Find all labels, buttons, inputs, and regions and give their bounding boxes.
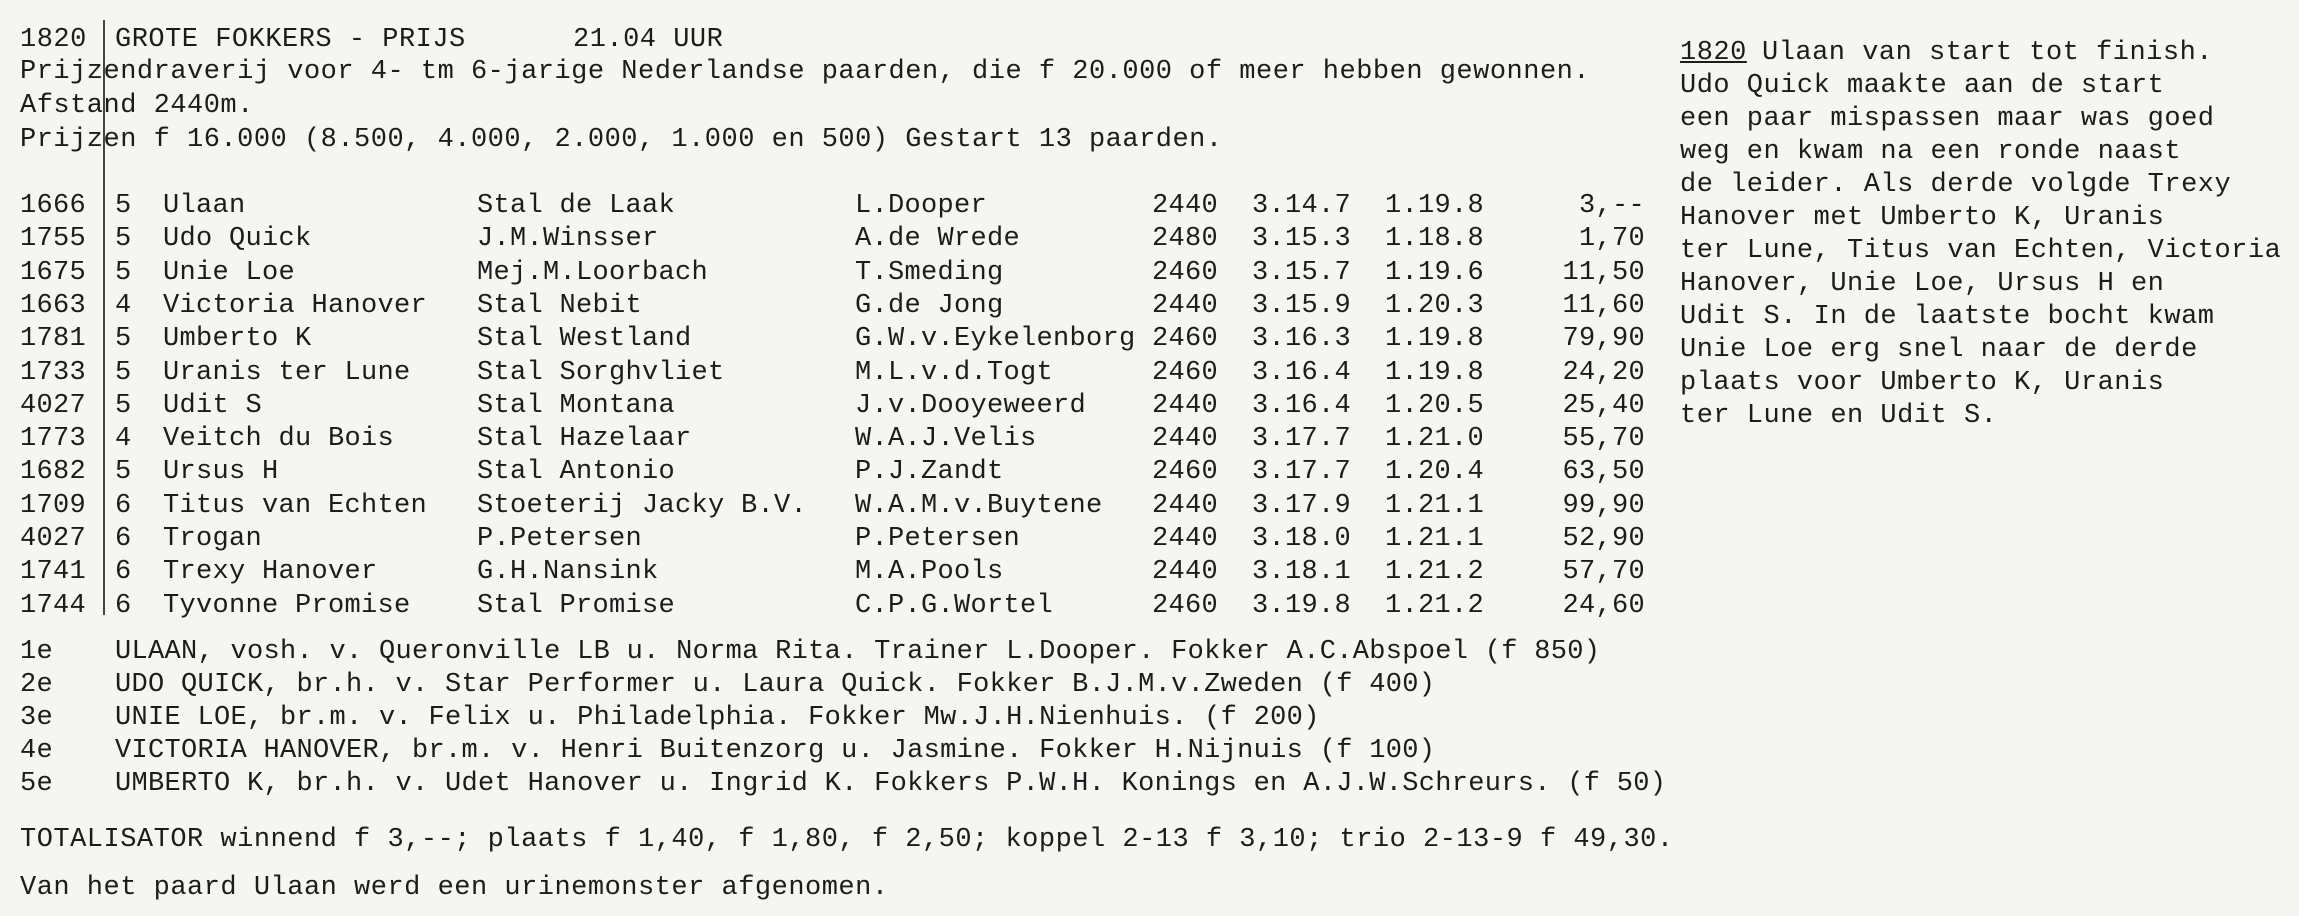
- placing-text: UMBERTO K, br.h. v. Udet Hanover u. Ingrid K. Fokkers P.W.H. Konings en A.J.W.Schreurs. (f 50): [115, 769, 1667, 799]
- result-number: 1682: [20, 457, 87, 488]
- result-age: 6: [115, 524, 132, 554]
- result-odds: 11,50: [1562, 257, 1645, 288]
- placing-text: ULAAN, vosh. v. Queronville LB u. Norma Rita. Trainer L.Dooper. Fokker A.C.Abspoel (f 850): [115, 637, 1601, 667]
- result-owner: Stal Sorghvliet: [477, 357, 725, 388]
- result-age: 6: [115, 590, 132, 621]
- result-time: 3.15.3: [1252, 224, 1352, 255]
- result-horse: Trogan: [163, 524, 263, 554]
- result-driver: M.A.Pools: [855, 557, 1004, 588]
- result-horse: Trexy Hanover: [163, 557, 378, 588]
- result-km-time: 1.19.8: [1385, 324, 1485, 355]
- report-line: de leider. Als derde volgde Trexy: [1680, 170, 2232, 200]
- result-driver: P.Petersen: [855, 524, 1021, 554]
- result-age: 6: [115, 557, 132, 588]
- report-line: ter Lune en Udit S.: [1680, 401, 1998, 431]
- result-time: 3.16.4: [1252, 390, 1352, 421]
- result-age: 4: [115, 290, 132, 321]
- result-distance: 2440: [1152, 191, 1219, 221]
- result-driver: J.v.Dooyeweerd: [855, 390, 1087, 421]
- result-distance: 2440: [1152, 524, 1219, 554]
- result-km-time: 1.21.2: [1385, 590, 1485, 621]
- race-distance: Afstand 2440m.: [20, 91, 254, 121]
- result-owner: Stal de Laak: [477, 191, 676, 221]
- result-distance: 2460: [1152, 590, 1219, 621]
- result-time: 3.17.9: [1252, 490, 1352, 521]
- result-driver: L.Dooper: [855, 191, 988, 221]
- result-number: 4027: [20, 390, 87, 421]
- result-age: 5: [115, 390, 132, 421]
- report-line: weg en kwam na een ronde naast: [1680, 137, 2182, 167]
- result-horse: Unie Loe: [163, 257, 296, 288]
- race-description: Prijzendraverij voor 4- tm 6-jarige Nederlandse paarden, die f 20.000 of meer hebben gewonnen.: [20, 57, 1591, 87]
- result-number: 1709: [20, 490, 87, 521]
- result-age: 4: [115, 424, 132, 455]
- result-horse: Udo Quick: [163, 224, 312, 255]
- result-owner: J.M.Winsser: [477, 224, 659, 255]
- result-time: 3.18.1: [1252, 557, 1352, 588]
- result-driver: W.A.M.v.Buytene: [855, 490, 1103, 521]
- report-line: Ulaan van start tot finish.: [1762, 38, 2213, 68]
- race-number: 1820: [20, 25, 87, 55]
- result-horse: Udit S: [163, 390, 263, 421]
- result-time: 3.17.7: [1252, 424, 1352, 455]
- report-line: een paar mispassen maar was goed: [1680, 104, 2215, 134]
- report-line: Hanover met Umberto K, Uranis: [1680, 203, 2165, 233]
- result-time: 3.16.4: [1252, 357, 1352, 388]
- result-km-time: 1.20.5: [1385, 390, 1485, 421]
- result-horse: Veitch du Bois: [163, 424, 395, 455]
- result-number: 4027: [20, 524, 87, 554]
- result-km-time: 1.20.4: [1385, 457, 1485, 488]
- result-number: 1781: [20, 324, 87, 355]
- report-line: Udo Quick maakte aan de start: [1680, 71, 2165, 101]
- result-time: 3.15.7: [1252, 257, 1352, 288]
- result-km-time: 1.19.8: [1385, 357, 1485, 388]
- placing-text: UDO QUICK, br.h. v. Star Performer u. Laura Quick. Fokker B.J.M.v.Zweden (f 400): [115, 670, 1436, 700]
- result-odds: 63,50: [1562, 457, 1645, 488]
- result-age: 5: [115, 457, 132, 488]
- result-odds: 25,40: [1562, 390, 1645, 421]
- result-odds: 57,70: [1562, 557, 1645, 588]
- placing-position: 4e: [20, 736, 54, 766]
- result-odds: 3,--: [1578, 191, 1645, 221]
- result-time: 3.19.8: [1252, 590, 1352, 621]
- result-distance: 2460: [1152, 257, 1219, 288]
- result-km-time: 1.21.1: [1385, 524, 1485, 554]
- report-line: ter Lune, Titus van Echten, Victoria: [1680, 236, 2282, 266]
- race-prizes: Prijzen f 16.000 (8.500, 4.000, 2.000, 1.000 en 500) Gestart 13 paarden.: [20, 125, 1223, 155]
- result-km-time: 1.20.3: [1385, 290, 1485, 321]
- result-odds: 24,20: [1562, 357, 1645, 388]
- result-distance: 2440: [1152, 424, 1219, 455]
- result-owner: Stal Nebit: [477, 290, 643, 321]
- result-driver: G.W.v.Eykelenborg: [855, 324, 1136, 355]
- result-odds: 52,90: [1562, 524, 1645, 554]
- result-number: 1733: [20, 357, 87, 388]
- result-owner: Stal Westland: [477, 324, 692, 355]
- result-km-time: 1.19.6: [1385, 257, 1485, 288]
- placing-position: 3e: [20, 703, 54, 733]
- result-time: 3.16.3: [1252, 324, 1352, 355]
- result-odds: 24,60: [1562, 590, 1645, 621]
- result-owner: P.Petersen: [477, 524, 643, 554]
- report-line: Unie Loe erg snel naar de derde: [1680, 335, 2198, 365]
- result-odds: 11,60: [1562, 290, 1645, 321]
- result-number: 1741: [20, 557, 87, 588]
- result-km-time: 1.21.2: [1385, 557, 1485, 588]
- report-line: Udit S. In de laatste bocht kwam: [1680, 302, 2215, 332]
- result-age: 5: [115, 224, 132, 255]
- result-driver: G.de Jong: [855, 290, 1004, 321]
- result-number: 1663: [20, 290, 87, 321]
- result-age: 5: [115, 191, 132, 221]
- result-horse: Tyvonne Promise: [163, 590, 411, 621]
- result-horse: Ulaan: [163, 191, 246, 221]
- result-driver: W.A.J.Velis: [855, 424, 1037, 455]
- placing-position: 5e: [20, 769, 54, 799]
- result-distance: 2440: [1152, 557, 1219, 588]
- result-distance: 2460: [1152, 457, 1219, 488]
- result-distance: 2460: [1152, 357, 1219, 388]
- result-owner: Stal Promise: [477, 590, 676, 621]
- result-horse: Umberto K: [163, 324, 312, 355]
- result-owner: Stal Montana: [477, 390, 676, 421]
- result-km-time: 1.18.8: [1385, 224, 1485, 255]
- result-number: 1675: [20, 257, 87, 288]
- race-title: GROTE FOKKERS - PRIJS: [115, 25, 466, 55]
- result-age: 5: [115, 357, 132, 388]
- result-distance: 2440: [1152, 290, 1219, 321]
- report-line: plaats voor Umberto K, Uranis: [1680, 368, 2165, 398]
- result-horse: Uranis ter Lune: [163, 357, 411, 388]
- result-age: 5: [115, 324, 132, 355]
- result-driver: M.L.v.d.Togt: [855, 357, 1054, 388]
- vertical-rule-results: [103, 190, 105, 615]
- placing-text: VICTORIA HANOVER, br.m. v. Henri Buitenzorg u. Jasmine. Fokker H.Nijnuis (f 100): [115, 736, 1436, 766]
- report-race-number: 1820: [1680, 38, 1747, 68]
- result-km-time: 1.21.0: [1385, 424, 1485, 455]
- result-odds: 55,70: [1562, 424, 1645, 455]
- result-owner: Stal Antonio: [477, 457, 676, 488]
- urine-note: Van het paard Ulaan werd een urinemonster afgenomen.: [20, 873, 889, 903]
- result-km-time: 1.21.1: [1385, 490, 1485, 521]
- result-odds: 99,90: [1562, 490, 1645, 521]
- result-odds: 1,70: [1578, 224, 1645, 255]
- result-age: 5: [115, 257, 132, 288]
- result-number: 1744: [20, 590, 87, 621]
- result-time: 3.17.7: [1252, 457, 1352, 488]
- race-time: 21.04 UUR: [573, 25, 724, 55]
- result-number: 1773: [20, 424, 87, 455]
- result-owner: G.H.Nansink: [477, 557, 659, 588]
- result-distance: 2460: [1152, 324, 1219, 355]
- result-distance: 2440: [1152, 490, 1219, 521]
- result-driver: P.J.Zandt: [855, 457, 1004, 488]
- result-km-time: 1.19.8: [1385, 191, 1485, 221]
- result-time: 3.15.9: [1252, 290, 1352, 321]
- report-line: Hanover, Unie Loe, Ursus H en: [1680, 269, 2165, 299]
- result-distance: 2440: [1152, 390, 1219, 421]
- result-driver: A.de Wrede: [855, 224, 1021, 255]
- result-number: 1755: [20, 224, 87, 255]
- placing-text: UNIE LOE, br.m. v. Felix u. Philadelphia. Fokker Mw.J.H.Nienhuis. (f 200): [115, 703, 1320, 733]
- result-driver: C.P.G.Wortel: [855, 590, 1054, 621]
- result-age: 6: [115, 490, 132, 521]
- placing-position: 2e: [20, 670, 54, 700]
- result-distance: 2480: [1152, 224, 1219, 255]
- result-horse: Victoria Hanover: [163, 290, 428, 321]
- result-number: 1666: [20, 191, 87, 221]
- result-driver: T.Smeding: [855, 257, 1004, 288]
- result-time: 3.18.0: [1252, 524, 1352, 554]
- totalisator: TOTALISATOR winnend f 3,--; plaats f 1,40, f 1,80, f 2,50; koppel 2-13 f 3,10; trio 2-13-9 f 49,30.: [20, 825, 1674, 855]
- result-owner: Mej.M.Loorbach: [477, 257, 709, 288]
- result-horse: Ursus H: [163, 457, 279, 488]
- result-time: 3.14.7: [1252, 191, 1352, 221]
- result-owner: Stoeterij Jacky B.V.: [477, 490, 808, 521]
- result-owner: Stal Hazelaar: [477, 424, 692, 455]
- result-horse: Titus van Echten: [163, 490, 428, 521]
- result-odds: 79,90: [1562, 324, 1645, 355]
- placing-position: 1e: [20, 637, 54, 667]
